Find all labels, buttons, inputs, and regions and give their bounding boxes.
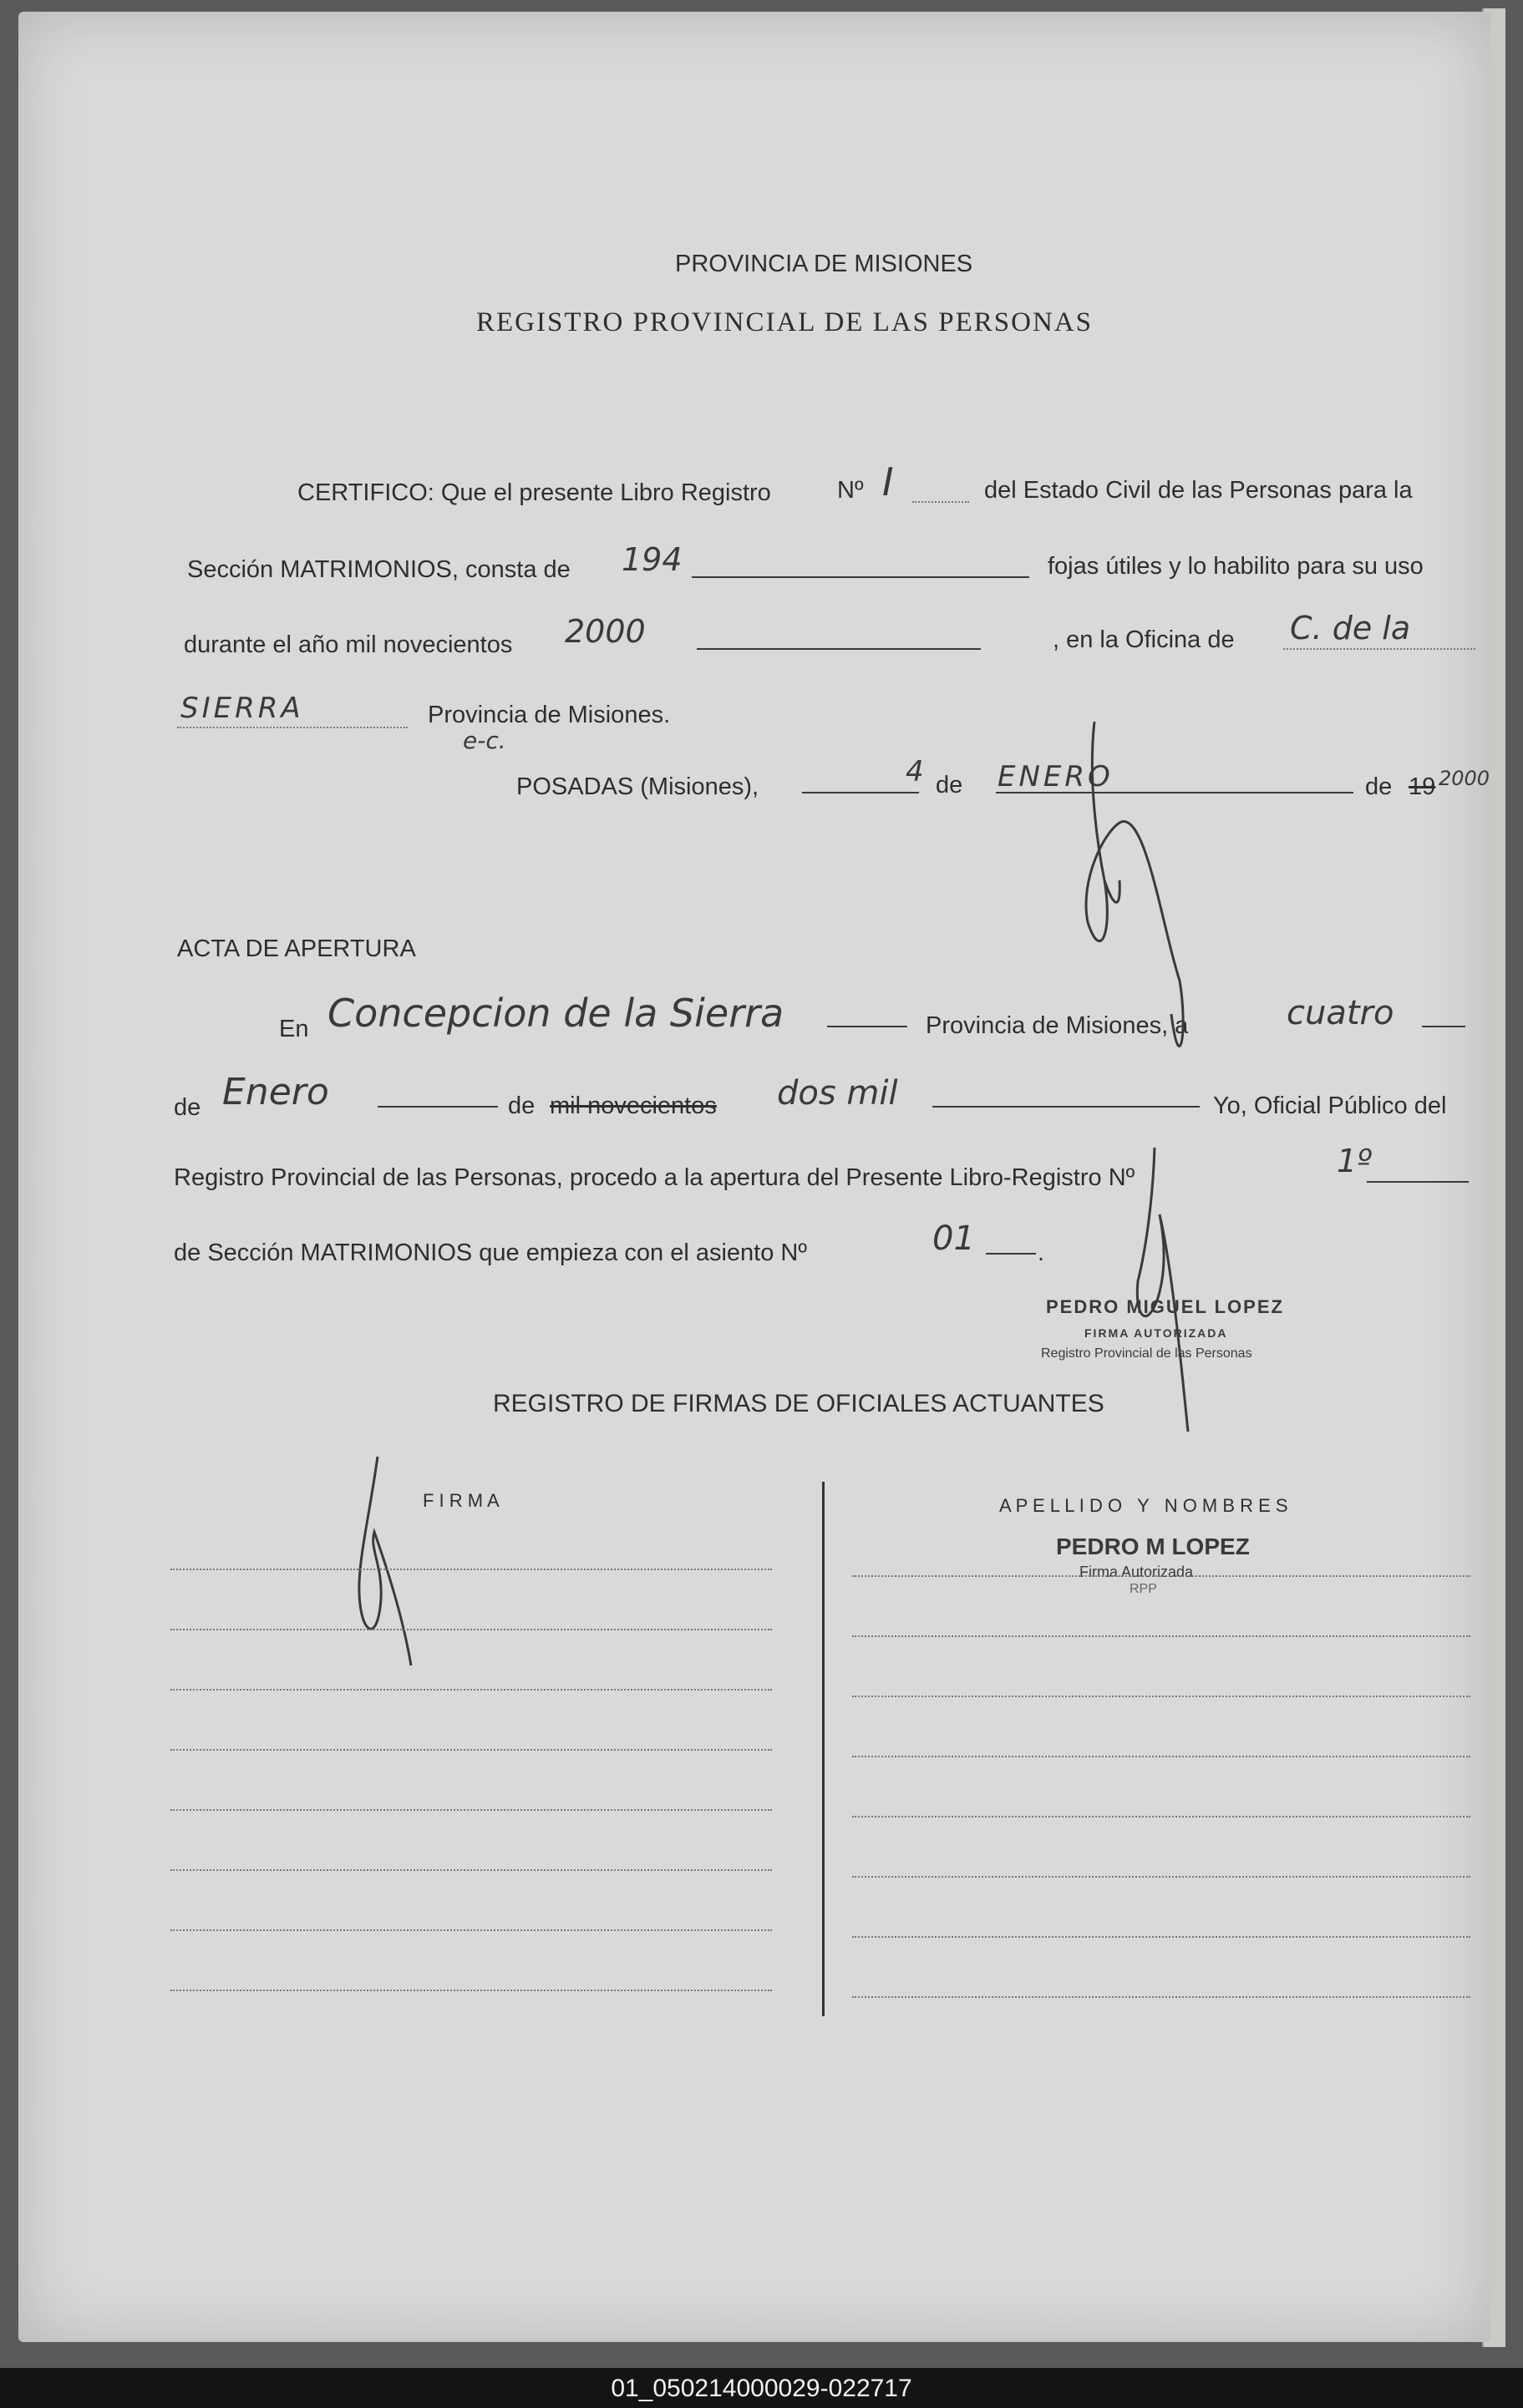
cert-de1: de xyxy=(936,772,963,798)
acta-de1: de xyxy=(174,1094,201,1121)
cert-day-line xyxy=(802,792,919,793)
firma-line-1 xyxy=(170,1569,772,1570)
nombre-line-1 xyxy=(852,1575,1470,1577)
cert-century: 19 xyxy=(1409,773,1436,800)
cert-place-date: POSADAS (Misiones), xyxy=(516,773,759,800)
cert-book-dots xyxy=(912,501,969,503)
nombre-line-5 xyxy=(852,1816,1470,1817)
cert-annotation: e-c. xyxy=(463,727,506,754)
nombre-line-3 xyxy=(852,1696,1470,1697)
firma-line-7 xyxy=(170,1929,772,1931)
cert-day: 4 xyxy=(906,755,924,788)
firma-line-5 xyxy=(170,1809,772,1811)
nombre-line-8 xyxy=(852,1996,1470,1998)
acta-month: Enero xyxy=(222,1071,329,1113)
col-firma: F I R M A xyxy=(423,1490,500,1511)
nombre-line-4 xyxy=(852,1756,1470,1757)
firma-line-6 xyxy=(170,1869,772,1871)
document-paper xyxy=(18,12,1490,2342)
nombre-line-2 xyxy=(852,1635,1470,1637)
cert-office-dots xyxy=(1283,648,1475,650)
signatures-title: REGISTRO DE FIRMAS DE OFICIALES ACTUANTES xyxy=(493,1390,1104,1417)
stamp2-name: PEDRO M LOPEZ xyxy=(1056,1534,1250,1559)
stamp-name: PEDRO MIGUEL LOPEZ xyxy=(1046,1296,1284,1317)
cert-pages-line xyxy=(692,576,1029,578)
cert-month: ENERO xyxy=(998,760,1114,793)
signature-scribble xyxy=(1054,713,1221,1465)
acta-line3: Registro Provincial de las Personas, procedo a la apertura del Presente Libro-Registro Nº xyxy=(174,1164,1135,1191)
cert-de2: de xyxy=(1365,773,1393,800)
col-apellido: A P E L L I D O Y N O M B R E S xyxy=(999,1495,1288,1516)
cert-line1-prefix: CERTIFICO: Que el presente Libro Registro xyxy=(297,479,771,506)
firma-line-4 xyxy=(170,1749,772,1751)
cert-line2-suffix: fojas útiles y lo habilito para su uso xyxy=(1048,553,1424,580)
cert-year-hand: 2000 xyxy=(1439,767,1490,790)
acta-title: ACTA DE APERTURA xyxy=(177,935,416,962)
acta-en: En xyxy=(279,1016,309,1042)
acta-de2: de xyxy=(508,1092,536,1119)
stamp-role: FIRMA AUTORIZADA xyxy=(1084,1326,1228,1340)
cert-year-line xyxy=(697,648,981,650)
file-caption: 01_050214000029-022717 xyxy=(611,2375,912,2402)
cert-line3-prefix: durante el año mil novecientos xyxy=(184,631,513,658)
cert-no-label: Nº xyxy=(837,477,864,504)
acta-book-line xyxy=(1367,1181,1469,1183)
signature-left xyxy=(327,1448,428,1699)
acta-entry-number: 01 xyxy=(932,1219,975,1258)
cert-book-number: I xyxy=(882,459,894,504)
firma-line-8 xyxy=(170,1990,772,1991)
acta-day-line xyxy=(1422,1026,1465,1027)
acta-month-line xyxy=(378,1106,498,1108)
cert-pages: 194 xyxy=(622,541,683,578)
acta-entry-line xyxy=(986,1253,1036,1255)
cert-line2-prefix: Sección MATRIMONIOS, consta de xyxy=(187,556,571,583)
acta-place-line xyxy=(827,1026,907,1027)
signatures-divider xyxy=(822,1482,825,2016)
acta-day-word: cuatro xyxy=(1287,994,1394,1032)
stamp2-initials: RPP xyxy=(1130,1582,1157,1596)
acta-province: Provincia de Misiones, a xyxy=(926,1012,1189,1039)
cert-office-2: SIERRA xyxy=(180,692,304,725)
province-heading: PROVINCIA DE MISIONES xyxy=(675,251,973,277)
firma-line-2 xyxy=(170,1629,772,1630)
nombre-line-6 xyxy=(852,1876,1470,1878)
acta-year-words: dos mil xyxy=(777,1074,898,1113)
stamp-registry: Registro Provincial de las Personas xyxy=(1041,1346,1252,1361)
firma-line-3 xyxy=(170,1689,772,1691)
acta-book-number: 1º xyxy=(1337,1143,1373,1179)
cert-line3-suffix: , en la Oficina de xyxy=(1053,626,1235,653)
nombre-line-7 xyxy=(852,1936,1470,1938)
acta-struck-text: mil novecientos xyxy=(550,1092,717,1119)
acta-line4-end: . xyxy=(1038,1239,1045,1266)
cert-office2-dots xyxy=(177,727,408,728)
acta-official: Yo, Oficial Público del xyxy=(1213,1092,1447,1119)
cert-line1-suffix: del Estado Civil de las Personas para la xyxy=(984,477,1413,504)
caption-bar xyxy=(0,2368,1523,2408)
cert-line4-suffix: Provincia de Misiones. xyxy=(428,702,671,728)
acta-line4: de Sección MATRIMONIOS que empieza con el asiento Nº xyxy=(174,1239,807,1266)
cert-year: 2000 xyxy=(565,613,646,650)
acta-place: Concepcion de la Sierra xyxy=(327,991,784,1036)
registry-heading: REGISTRO PROVINCIAL DE LAS PERSONAS xyxy=(476,307,1094,337)
stamp2-sub: Firma Autorizada xyxy=(1079,1564,1194,1580)
cert-office-1: C. de la xyxy=(1290,610,1411,646)
